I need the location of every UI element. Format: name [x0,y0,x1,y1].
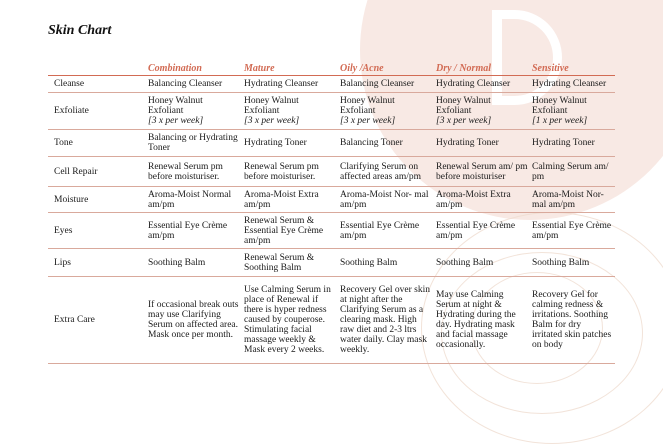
cell-text: Aroma-Moist Normal am/pm [148,189,232,210]
cell-text: Renewal Serum pm before moisturiser. [244,161,319,182]
table-row [48,76,615,93]
table-cell [434,187,530,213]
table-cell [434,130,530,157]
cell-text: If occasional break outs may use Clarifying Serum on affected area. Mask once per month. [148,300,239,340]
cell-text: Aroma-Moist Nor- mal am/pm [340,189,429,210]
cell-text: Renewal Serum am/ pm before moisturiser [436,161,528,182]
cell-text: May use Calming Serum at night & Hydrating during the day. Hydrating mask and facial massage occasionally. [436,290,516,350]
cell-text: Hydrating Cleanser [244,79,319,89]
table-cell [242,93,338,130]
table-row [48,277,615,364]
column-header-mature: Mature [242,60,338,76]
cell-text: Essential Eye Crème am/pm [532,220,612,241]
cell-text: Honey Walnut Exfoliant [532,96,587,116]
table-cell [530,157,615,187]
table-cell [530,249,615,277]
table-row [48,187,615,213]
cell-text: Renewal Serum & Essential Eye Crème am/pm [244,215,324,246]
cell-text: Aroma-Moist Nor- mal am/pm [532,189,604,210]
cell-text: Recovery Gel over skin at night after the Clarifying Serum as a clearing mask. High raw diet and 2-3 ltrs water daily. Clay mask weekly. [340,285,430,355]
table-cell [530,130,615,157]
table-row [48,249,615,277]
table-cell [434,277,530,364]
row-label: Moisture [48,187,146,213]
cell-text: Calming Serum am/ pm [532,161,609,182]
table-cell [146,187,242,213]
row-label: Tone [48,130,146,157]
table-cell [338,277,434,364]
cell-text: Hydrating Cleanser [436,79,511,89]
cell-text: Honey Walnut Exfoliant [340,96,395,116]
table-cell [530,76,615,93]
table-cell [242,76,338,93]
table-cell [242,157,338,187]
table-cell [242,187,338,213]
frequency-note: [1 x per week] [532,116,588,126]
cell-text: Aroma-Moist Extra am/pm [436,189,511,210]
row-label: Cell Repair [48,157,146,187]
table-row [48,213,615,249]
cell-text: Hydrating Cleanser [532,79,607,89]
cell-text: Aroma-Moist Extra am/pm [244,189,319,210]
cell-text: Essential Eye Crème am/pm [148,220,228,241]
table-cell [146,157,242,187]
cell-text: Honey Walnut Exfoliant [148,96,203,116]
table-cell [146,130,242,157]
row-label: Exfoliate [48,93,146,130]
table-cell [146,277,242,364]
table-cell [338,76,434,93]
cell-text: Soothing Balm [532,257,590,268]
table-cell [146,213,242,249]
table-row [48,93,615,130]
table-cell [338,187,434,213]
row-label: Cleanse [48,76,146,93]
table-cell [338,93,434,130]
table-cell [338,130,434,157]
table-cell [434,76,530,93]
table-cell [530,187,615,213]
column-header-oily-acne: Oily /Acne [338,60,434,76]
cell-text: Hydrating Toner [436,138,499,148]
table-cell [434,249,530,277]
cell-text: Honey Walnut Exfoliant [436,96,491,116]
frequency-note: [3 x per week] [436,116,492,126]
cell-text: Soothing Balm [436,257,494,268]
row-label: Eyes [48,213,146,249]
table-cell [434,213,530,249]
page-title: Skin Chart [48,23,112,38]
frequency-note: [3 x per week] [148,116,204,126]
table-row [48,157,615,187]
column-header-sensitive: Sensitive [530,60,615,76]
cell-text: Renewal Serum pm before moisturiser. [148,161,223,182]
cell-text: Essential Eye Crème am/pm [340,220,420,241]
table-cell [530,93,615,130]
table-cell [146,93,242,130]
column-header-combination: Combination [146,60,242,76]
cell-text: Essential Eye Crème am/pm [436,220,516,241]
skin-chart-table [48,60,615,364]
header-row [48,60,615,76]
row-label: Extra Care [48,277,146,364]
row-label: Lips [48,249,146,277]
table-cell [242,213,338,249]
table-cell [530,277,615,364]
frequency-note: [3 x per week] [244,116,300,126]
table-cell [434,157,530,187]
cell-text: Renewal Serum & Soothing Balm [244,252,315,273]
table-cell [242,130,338,157]
table-cell [146,76,242,93]
frequency-note: [3 x per week] [340,116,396,126]
cell-text: Honey Walnut Exfoliant [244,96,299,116]
table-cell [434,93,530,130]
cell-text: Recovery Gel for calming redness & irritations. Soothing Balm for dry irritated skin patches on body [532,290,612,350]
cell-text: Use Calming Serum in place of Renewal if there is hyper redness caused by couperose. Stimulating facial massage weekly & Mask every 2 weeks. [244,285,331,355]
cell-text: Soothing Balm [340,257,398,268]
cell-text: Soothing Balm [148,257,206,268]
cell-text: Balancing Cleanser [340,79,415,89]
table-cell [338,157,434,187]
table-cell [242,249,338,277]
cell-text: Clarifying Serum on affected areas am/pm [340,161,422,182]
cell-text: Hydrating Toner [244,138,307,148]
table-cell [530,213,615,249]
column-header [48,60,146,76]
cell-text: Hydrating Toner [532,138,595,148]
table-row [48,130,615,157]
cell-text: Balancing Cleanser [148,79,223,89]
table-cell [242,277,338,364]
table-body [48,76,615,364]
table-cell [338,213,434,249]
cell-text: Balancing Toner [340,138,403,148]
table-cell [338,249,434,277]
cell-text: Balancing or Hydrating Toner [148,133,238,153]
table-cell [146,249,242,277]
column-header-dry-normal: Dry / Normal [434,60,530,76]
